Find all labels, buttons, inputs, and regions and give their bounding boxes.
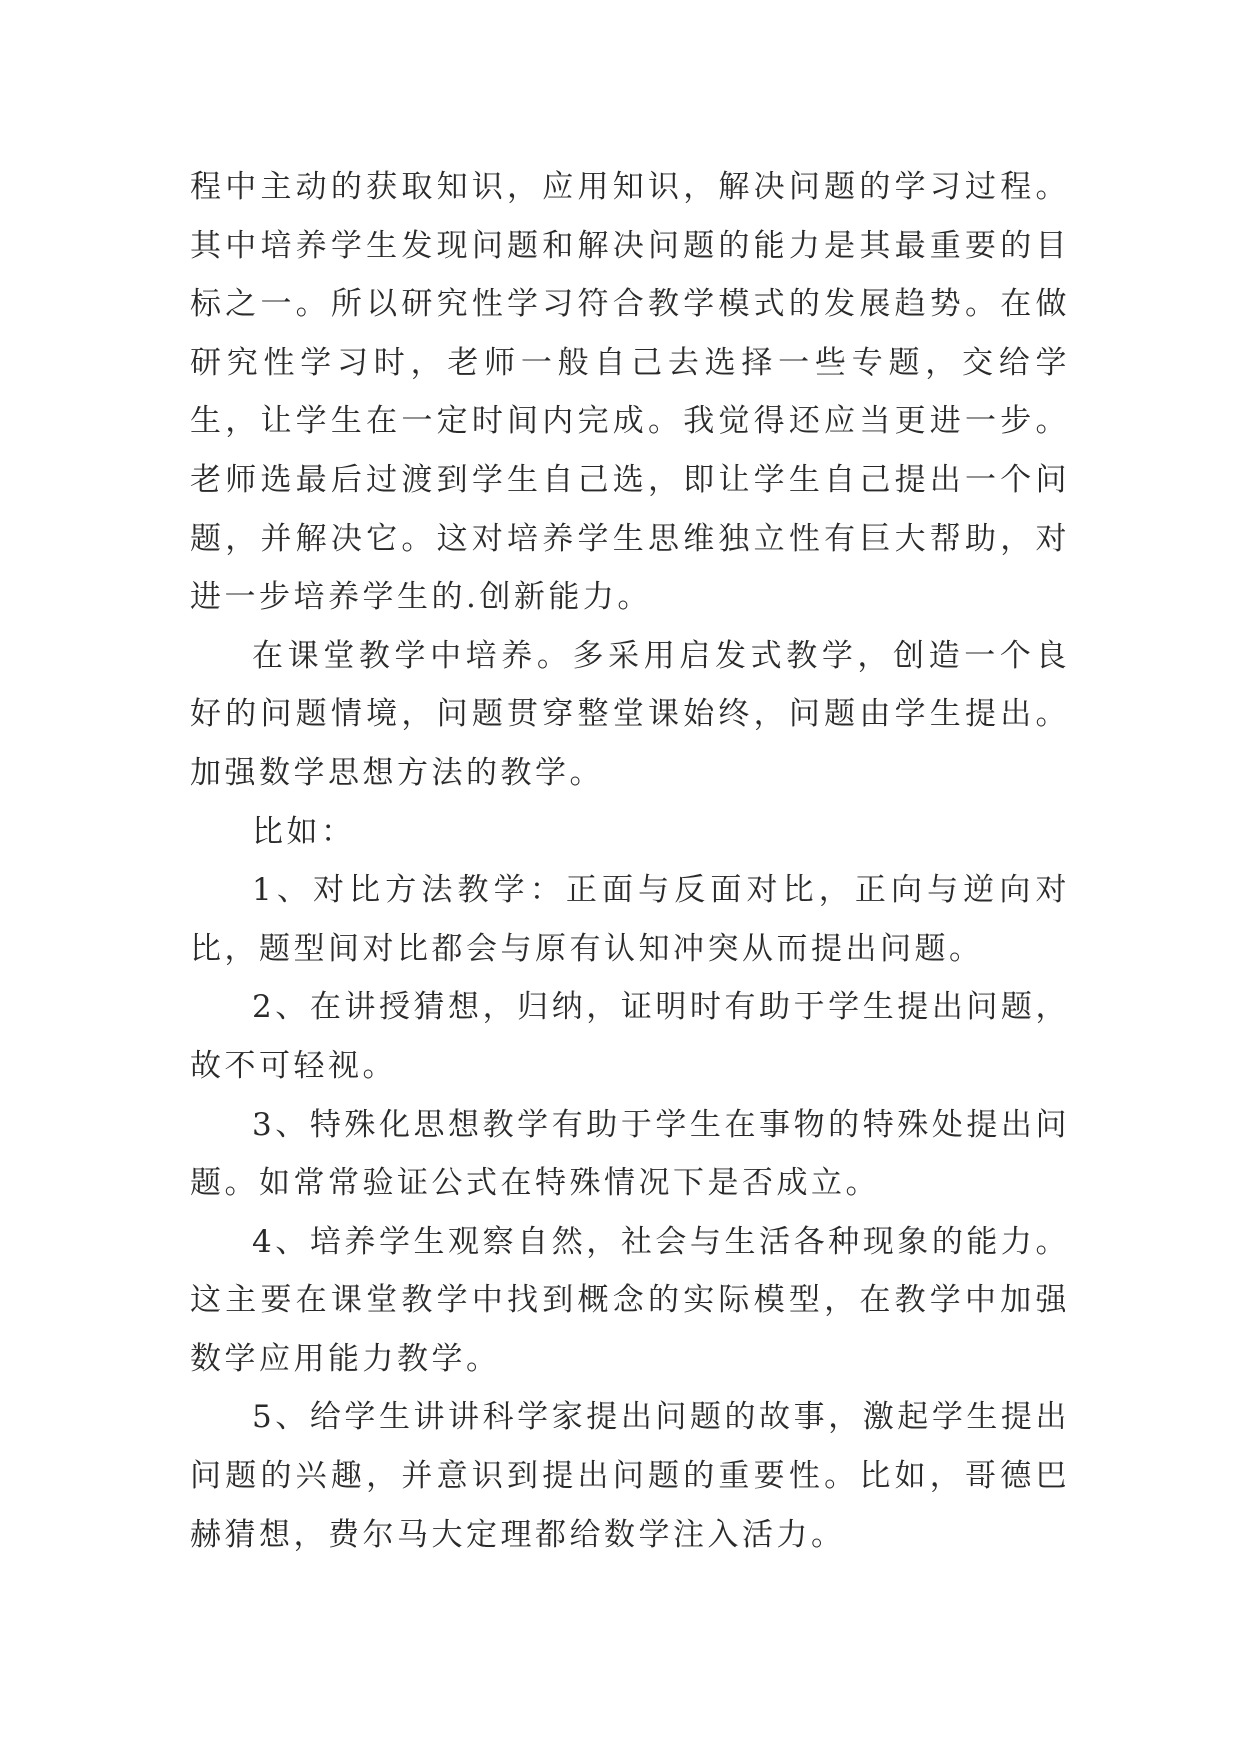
list-item-2: 2、在讲授猜想，归纳，证明时有助于学生提出问题，故不可轻视。 [190,989,1070,1084]
paragraph-classroom-teaching: 在课堂教学中培养。多采用启发式教学，创造一个良好的问题情境，问题贯穿整堂课始终，问题由学生提出。加强数学思想方法的教学。 [190,637,1070,791]
list-item-1: 1、对比方法教学：正面与反面对比，正向与逆向对比，题型间对比都会与原有认知冲突从而提出问题。 [190,872,1070,967]
list-item-5: 5、给学生讲讲科学家提出问题的故事，激起学生提出问题的兴趣，并意识到提出问题的重要性。比如，哥德巴赫猜想，费尔马大定理都给数学注入活力。 [190,1399,1070,1553]
paragraph-for-example: 比如： [252,813,356,850]
paragraph-research-learning: 程中主动的获取知识，应用知识，解决问题的学习过程。其中培养学生发现问题和解决问题的能力是其最重要的目标之一。所以研究性学习符合教学模式的发展趋势。在做研究性学习时，老师一般自己去选择一些专题，交给学生，让学生在一定时间内完成。我觉得还应当更进一步。老师选最后过渡到学生自己选，即让学生自己提出一个问题，并解决它。这对培养学生思维独立性有巨大帮助，对进一步培养学生的.创新能力。 [190,169,1070,616]
document-body [190,158,1070,1564]
list-item-3: 3、特殊化思想教学有助于学生在事物的特殊处提出问题。如常常验证公式在特殊情况下是否成立。 [190,1106,1070,1202]
list-item-4: 4、培养学生观察自然，社会与生活各种现象的能力。这主要在课堂教学中找到概念的实际模型，在教学中加强数学应用能力教学。 [190,1223,1070,1377]
